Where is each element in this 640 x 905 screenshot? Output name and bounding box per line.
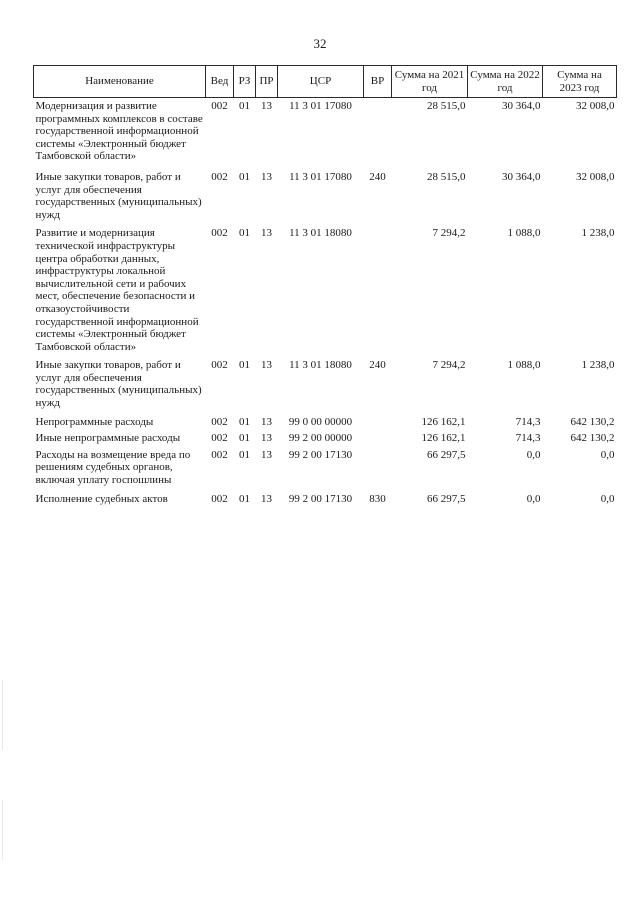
row-sum-2021-cell: 7 294,2	[432, 359, 466, 372]
row-rz-cell: 01	[239, 432, 250, 445]
row-name-cell: Расходы на возмещение вреда по решениям судебных органов, включая уплату госпошлины	[35, 448, 191, 487]
header-ved: Вед	[206, 66, 234, 98]
row-name-cell: Иные закупки товаров, работ и услуг для обеспечения государственных (муниципальных) нужд	[35, 170, 202, 221]
row-csr-cell: 11 3 01 17080	[289, 170, 352, 183]
row-sum-2023-cell: 0,0	[600, 492, 615, 505]
row-rz-cell: 01	[239, 100, 250, 112]
row-sum-2022-cell: 0,0	[526, 492, 541, 505]
row-csr-cell: 11 3 01 17080	[289, 100, 352, 112]
row-pr-cell: 13	[261, 415, 272, 428]
row-rz-cell: 01	[239, 227, 250, 240]
row-csr-cell: 99 0 00 00000	[288, 415, 353, 428]
row-pr-cell: 13	[261, 492, 272, 505]
row-csr-cell: 11 3 01 18080	[289, 359, 352, 372]
row-vr-cell	[364, 225, 392, 357]
row-name-cell: Непрограммные расходы	[35, 415, 154, 428]
row-ved-cell: 002	[211, 227, 228, 240]
table-row	[34, 430, 617, 447]
row-vr-cell	[364, 414, 392, 431]
row-sum-2021-cell: 28 515,0	[427, 170, 466, 183]
row-pr-cell: 13	[261, 227, 272, 240]
table-row	[34, 98, 617, 169]
row-pr-cell: 13	[261, 432, 272, 445]
row-sum-2022-cell: 30 364,0	[502, 170, 541, 183]
header-csr: ЦСР	[278, 66, 364, 98]
row-ved-cell: 002	[211, 170, 228, 183]
table-row	[34, 225, 617, 357]
row-vr-cell	[364, 447, 392, 491]
row-ved-cell: 002	[211, 359, 228, 372]
row-ved-cell: 002	[211, 100, 228, 112]
scan-edge-mark	[2, 680, 3, 750]
row-rz-cell: 01	[239, 492, 250, 505]
row-rz-cell: 01	[239, 359, 250, 372]
row-rz-cell: 01	[239, 448, 250, 461]
header-pr: ПР	[256, 66, 278, 98]
row-pr-cell: 13	[261, 359, 272, 372]
row-ved-cell: 002	[211, 492, 228, 505]
table-row	[34, 447, 617, 491]
row-name-cell: Модернизация и развитие программных комплексов в составе государственной информационной системы «Электронный бюджет Тамбовской области»	[35, 100, 203, 163]
header-sum-2021: Сумма на 2021 год	[392, 66, 468, 98]
scan-edge-mark	[2, 800, 3, 860]
row-vr-cell	[364, 430, 392, 447]
row-sum-2022-cell: 714,3	[515, 415, 541, 428]
row-sum-2021-cell: 126 162,1	[421, 432, 466, 445]
row-sum-2022-cell: 1 088,0	[507, 227, 541, 240]
row-sum-2021-cell: 28 515,0	[427, 100, 466, 112]
row-name-cell: Развитие и модернизация технической инфраструктуры центра обработки данных, инфраструктуры локальной вычислительной сети и рабочих мест, обеспечение безопасности и отказоустойчивости государственной информационной системы «Электронный бюджет Тамбовской области»	[35, 227, 199, 353]
row-ved-cell: 002	[211, 448, 228, 461]
row-vr-cell	[364, 98, 392, 169]
row-sum-2023-cell: 32 008,0	[576, 100, 615, 112]
row-vr-cell: 240	[369, 359, 386, 372]
row-sum-2021-cell: 126 162,1	[421, 415, 466, 428]
header-vr: ВР	[364, 66, 392, 98]
row-sum-2023-cell: 642 130,2	[570, 415, 615, 428]
row-sum-2021-cell: 66 297,5	[427, 448, 466, 461]
row-csr-cell: 99 2 00 17130	[288, 492, 353, 505]
row-csr-cell: 99 2 00 17130	[288, 448, 353, 461]
row-sum-2022-cell: 714,3	[515, 432, 541, 445]
table-header-row	[34, 66, 617, 98]
table-row	[34, 414, 617, 431]
row-sum-2023-cell: 1 238,0	[581, 227, 615, 240]
row-vr-cell: 240	[369, 170, 386, 183]
table-row	[34, 491, 617, 506]
row-sum-2023-cell: 0,0	[600, 448, 615, 461]
header-sum-2023: Сумма на 2023 год	[543, 66, 617, 98]
row-sum-2022-cell: 30 364,0	[502, 100, 541, 112]
header-sum-2022: Сумма на 2022 год	[468, 66, 543, 98]
row-name-cell: Иные закупки товаров, работ и услуг для обеспечения государственных (муниципальных) нужд	[35, 359, 202, 410]
row-sum-2023-cell: 32 008,0	[576, 170, 615, 183]
row-csr-cell: 99 2 00 00000	[288, 432, 353, 445]
row-rz-cell: 01	[239, 415, 250, 428]
row-name-cell: Исполнение судебных актов	[35, 492, 168, 505]
row-ved-cell: 002	[211, 415, 228, 428]
table-row	[34, 357, 617, 413]
header-name: Наименование	[34, 66, 206, 98]
page-number: 32	[313, 36, 327, 51]
row-csr-cell: 11 3 01 18080	[289, 227, 352, 240]
row-ved-cell: 002	[211, 432, 228, 445]
row-sum-2022-cell: 0,0	[526, 448, 541, 461]
table-row	[34, 169, 617, 225]
row-sum-2022-cell: 1 088,0	[507, 359, 541, 372]
row-sum-2021-cell: 66 297,5	[427, 492, 466, 505]
header-rz: РЗ	[234, 66, 256, 98]
row-pr-cell: 13	[261, 100, 272, 112]
row-name-cell: Иные непрограммные расходы	[35, 432, 181, 445]
row-vr-cell: 830	[369, 492, 386, 505]
row-rz-cell: 01	[239, 170, 250, 183]
row-sum-2021-cell: 7 294,2	[432, 227, 466, 240]
row-sum-2023-cell: 1 238,0	[581, 359, 615, 372]
row-sum-2023-cell: 642 130,2	[570, 432, 615, 445]
row-pr-cell: 13	[261, 170, 272, 183]
budget-table	[33, 65, 617, 505]
row-pr-cell: 13	[261, 448, 272, 461]
